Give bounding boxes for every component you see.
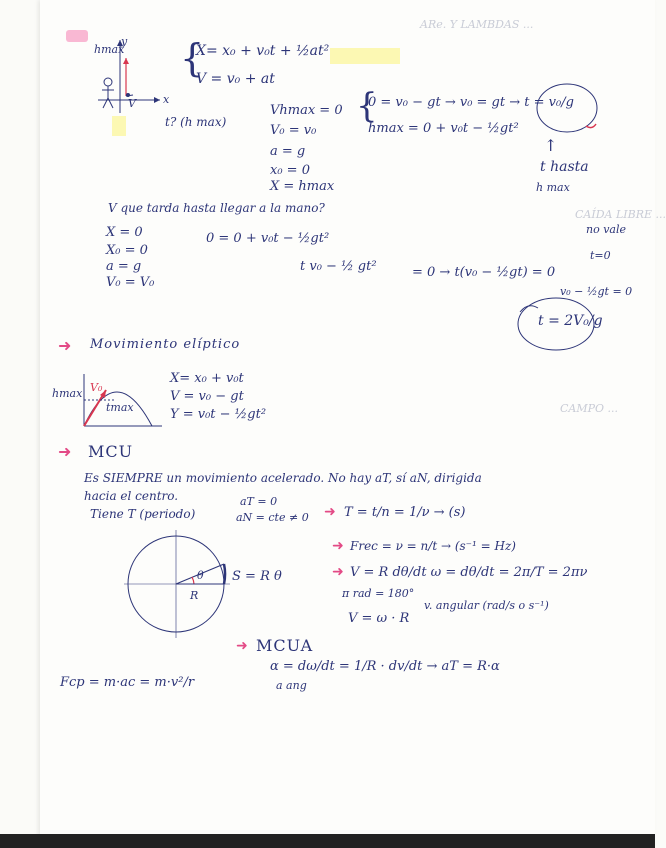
equation-v-omega: V = ω · R [348, 611, 410, 626]
note-no-vale: no vale [586, 223, 627, 236]
equation-frequency: Frec = ν = n/t → (s⁻¹ = Hz) [350, 539, 516, 553]
equation-alpha: α = dω/dt = 1/R · dv/dt → aT = R·α [270, 659, 500, 674]
given-line: V₀ = V₀ [106, 275, 155, 290]
fig-label-v: V [128, 97, 136, 110]
arrow-right-icon: ➜ [332, 538, 344, 554]
given-line: Vhmax = 0 [270, 103, 343, 118]
mcu-an: aN = cte ≠ 0 [236, 511, 309, 524]
arrow-right-icon: ➜ [324, 504, 336, 520]
equation-factored: = 0 → t(v₀ − ½gt) = 0 [412, 265, 556, 280]
arrow-right-icon: ➜ [58, 442, 72, 461]
fig-label-v0: V₀ [90, 381, 103, 394]
equation-factor: t v₀ − ½ gt² [300, 259, 377, 274]
bleed-text: CAÍDA LIBRE ... [575, 208, 666, 221]
brace-symbol: { [180, 36, 205, 80]
note-v-angular: v. angular (rad/s o s⁻¹) [424, 599, 549, 612]
equation-v: V = v₀ − gt [170, 389, 244, 404]
mcu-at: aT = 0 [240, 495, 278, 508]
title-parabolic: Movimiento elíptico [90, 337, 241, 352]
fig-label-hmax: hmax [94, 43, 125, 56]
yellow-highlight [112, 116, 126, 136]
question-t-hmax: t? (h max) [165, 115, 227, 129]
equation-period: T = t/n = 1/ν → (s) [344, 505, 466, 520]
given-line: V₀ = v₀ [270, 123, 317, 138]
arrow-right-icon: ➜ [236, 638, 248, 654]
given-line: a = g [106, 259, 142, 274]
note-a-ang: a ang [276, 679, 307, 692]
projectile-figure [76, 368, 166, 432]
question-hand: V que tarda hasta llegar a la mano? [108, 201, 325, 215]
title-mcu: MCU [88, 442, 134, 461]
arrow-up-icon: ↑ [544, 136, 558, 155]
fig-label-hmax: hmax [52, 387, 83, 400]
equation-solve-v: 0 = v₀ − gt → v₀ = gt → t = v₀/g [368, 95, 574, 110]
circle-label-arc: S = R θ [232, 569, 282, 584]
note-hmax: h max [536, 181, 570, 194]
note-v0-zero: v₀ − ½gt = 0 [560, 285, 633, 298]
equation-position: X= x₀ + v₀t + ½at² [196, 43, 330, 59]
circle-label-theta: θ [197, 569, 204, 582]
mcu-text: Es SIEMPRE un movimiento acelerado. No hay aT, sí aN, dirigida [84, 471, 482, 485]
circle-figure [120, 530, 250, 640]
circled-result [534, 80, 604, 140]
equation-angular: V = R dθ/dt ω = dθ/dt = 2π/T = 2πν [350, 565, 588, 580]
given-line: X = hmax [270, 179, 335, 194]
pink-marker [66, 30, 88, 42]
given-line: a = g [270, 144, 306, 159]
equation-velocity: V = v₀ + at [196, 71, 275, 87]
mcu-text: hacia el centro. [84, 489, 179, 503]
bleed-text: ARe. Y LAMBDAS ... [420, 18, 534, 31]
given-line: x₀ = 0 [270, 163, 310, 178]
equation-y: Y = v₀t − ½gt² [170, 407, 267, 422]
bleed-text: CAMPO ... [560, 402, 619, 415]
scan-edge [0, 834, 655, 848]
equation-return: 0 = 0 + v₀t − ½gt² [206, 231, 330, 246]
equation-x: X= x₀ + v₀t [170, 371, 244, 386]
note-t-hasta: t hasta [540, 159, 589, 175]
mcu-text: Tiene T (periodo) [90, 507, 196, 521]
equation-solve-h: hmax = 0 + v₀t − ½gt² [368, 121, 519, 136]
arrow-right-icon: ➜ [332, 564, 344, 580]
arrow-right-icon: ➜ [58, 336, 72, 355]
result-time: t = 2V₀/g [538, 313, 603, 329]
fig-label-y: y [121, 35, 128, 48]
note-t-zero: t=0 [590, 249, 611, 262]
given-line: X = 0 [106, 225, 143, 240]
title-mcua: MCUA [256, 636, 314, 655]
fig-label-x: x [163, 93, 170, 106]
note-rad: π rad = 180° [342, 587, 415, 600]
equation-centripetal: Fcp = m·ac = m·v²/r [60, 675, 195, 690]
brace-symbol: { [356, 86, 378, 126]
fig-label-tmax: tmax [106, 401, 134, 414]
circle-label-r: R [190, 589, 199, 602]
given-line: X₀ = 0 [106, 243, 148, 258]
yellow-highlight [330, 48, 400, 64]
